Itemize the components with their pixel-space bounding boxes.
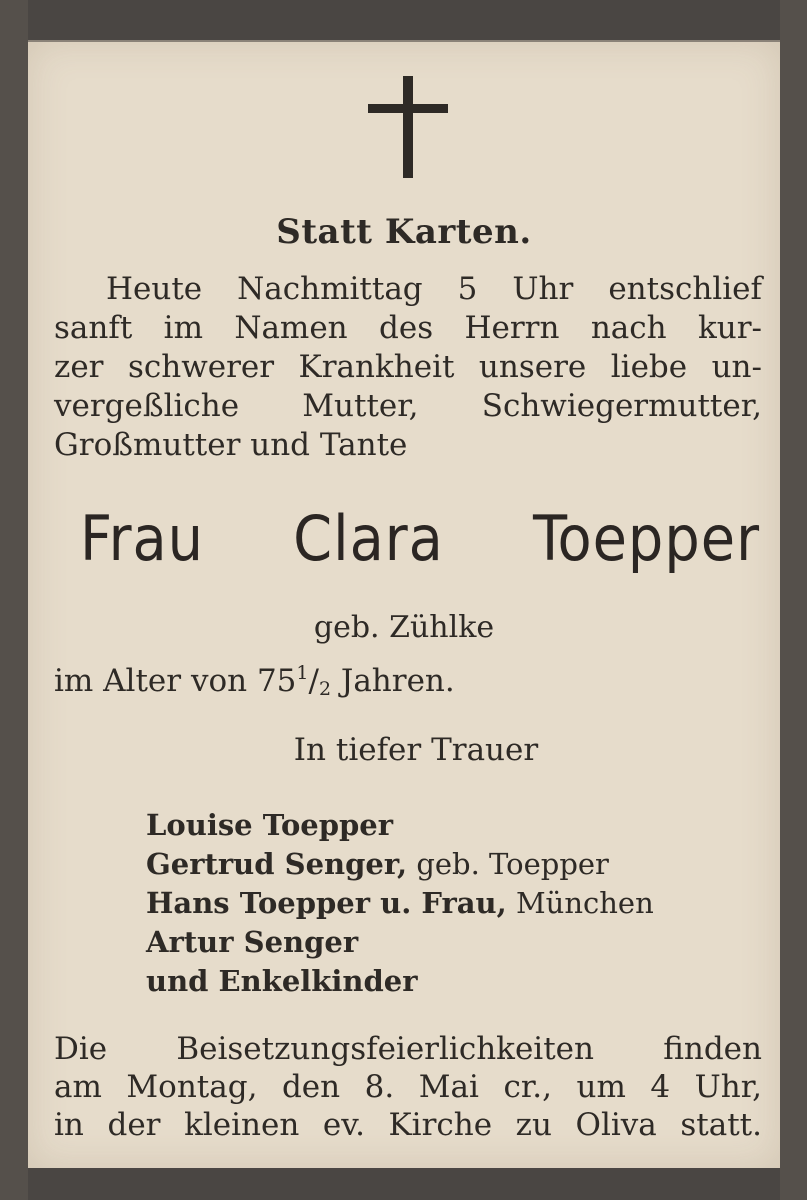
deceased-name: Frau Clara Toepper [80,502,760,575]
signer-name: Hans Toepper u. Frau, [146,886,507,920]
frame-right-edge [780,0,807,1200]
signer-name: Gertrud Senger, [146,847,408,881]
signers-list [146,806,758,1001]
age-fraction-numerator: 1 [296,662,309,684]
cross-icon [368,76,448,178]
announcement-line: Heute Nachmittag 5 Uhr entschlief [106,271,762,307]
funeral-line: am Montag, den 8. Mai cr., um 4 Uhr, [54,1069,762,1105]
funeral-line: Die Beisetzungsfeierlichkeiten finden [54,1031,762,1067]
signer-name: Artur Senger [146,925,359,959]
funeral-details [54,1030,762,1144]
top-rule [28,40,780,42]
signer-entry [146,962,758,1001]
notice-heading: Statt Karten. [276,212,532,252]
age-prefix: im Alter von 75 [54,663,297,699]
frame-left-edge [0,0,28,1200]
signer-detail: geb. Toepper [407,847,609,881]
signer-name: und Enkelkinder [146,964,418,998]
announcement-line: zer schwerer Krankheit unsere liebe un- [54,349,762,385]
signer-name: Louise Toepper [146,808,394,842]
signer-entry [146,806,758,845]
maiden-name: geb. Zühlke [313,610,495,645]
age-suffix: Jahren. [331,663,455,699]
obituary-notice [28,40,780,1168]
signer-entry [146,884,758,923]
funeral-line: in der kleinen ev. Kirche zu Oliva statt. [54,1107,762,1143]
age-fraction-separator: / [308,663,319,699]
age-fraction-denominator: 2 [318,678,332,700]
announcement-line: sanft im Namen des Herrn nach kur- [54,310,762,346]
mourning-line: In tiefer Trauer [293,732,539,768]
signer-entry [146,923,758,962]
age-line [54,662,455,700]
announcement-line: vergeßliche Mutter, Schwiegermutter, [54,388,762,424]
announcement-line: Großmutter und Tante [54,427,408,463]
signer-entry [146,845,758,884]
announcement-text [54,270,762,465]
signer-detail: München [506,886,654,920]
